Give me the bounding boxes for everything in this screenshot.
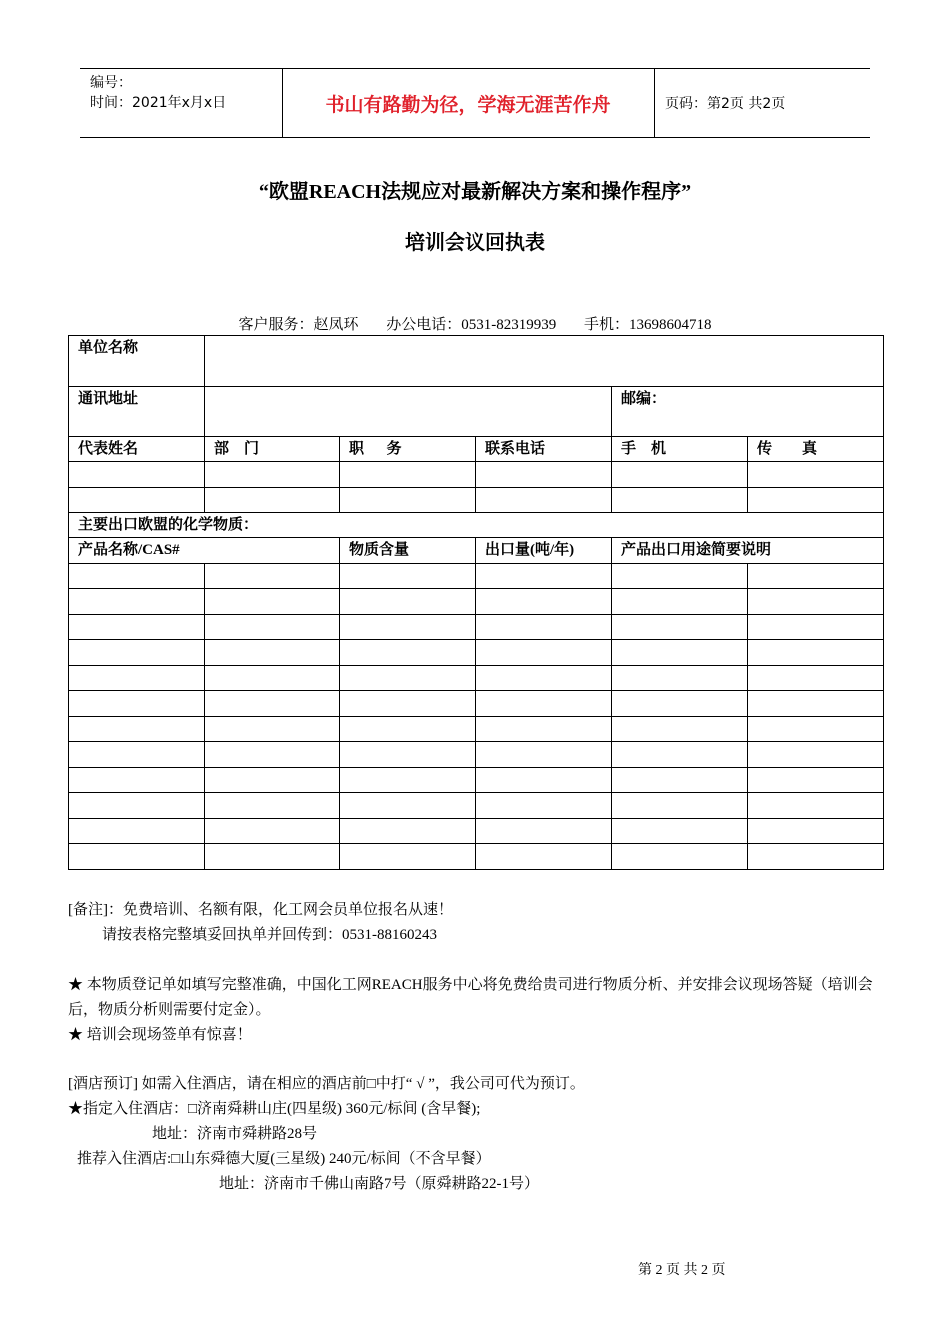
form-cell[interactable] bbox=[748, 819, 884, 844]
product-row bbox=[69, 666, 884, 691]
form-cell[interactable] bbox=[612, 793, 748, 819]
doc-title: “欧盟REACH法规应对最新解决方案和操作程序” bbox=[258, 181, 692, 203]
form-cell[interactable] bbox=[205, 462, 340, 488]
form-cell[interactable] bbox=[69, 844, 205, 870]
form-cell[interactable] bbox=[748, 564, 884, 589]
rep-col-fax: 传 真 bbox=[748, 437, 884, 462]
product-row bbox=[69, 742, 884, 768]
doc-number-label: 编号： bbox=[90, 75, 132, 91]
product-row bbox=[69, 691, 884, 717]
form-cell[interactable] bbox=[476, 793, 612, 819]
rep-col-phone: 联系电话 bbox=[476, 437, 612, 462]
form-cell[interactable] bbox=[340, 564, 476, 589]
form-cell[interactable] bbox=[612, 819, 748, 844]
form-cell[interactable] bbox=[340, 819, 476, 844]
form-cell[interactable] bbox=[340, 742, 476, 768]
product-row bbox=[69, 793, 884, 819]
product-row bbox=[69, 844, 884, 870]
form-cell[interactable] bbox=[748, 615, 884, 640]
rep-col-position: 职 务 bbox=[340, 437, 476, 462]
product-col-usage: 产品出口用途简要说明 bbox=[612, 538, 884, 564]
product-row bbox=[69, 717, 884, 742]
form-cell[interactable] bbox=[340, 666, 476, 691]
form-cell[interactable] bbox=[69, 615, 205, 640]
contact-mobile: 手机：13698604718 bbox=[584, 317, 712, 333]
form-cell[interactable] bbox=[476, 844, 612, 870]
product-col-name: 产品名称/CAS# bbox=[69, 538, 340, 564]
doc-time-label: 时间：2021年x月x日 bbox=[90, 95, 227, 111]
header-page-label: 页码：第2页 共2页 bbox=[665, 96, 786, 112]
registration-form bbox=[68, 335, 884, 870]
form-cell[interactable] bbox=[340, 462, 476, 488]
form-cell[interactable] bbox=[476, 768, 612, 793]
form-cell[interactable] bbox=[748, 742, 884, 768]
chemicals-row bbox=[69, 513, 884, 538]
form-cell[interactable] bbox=[340, 768, 476, 793]
product-row bbox=[69, 768, 884, 793]
form-cell[interactable] bbox=[205, 768, 340, 793]
form-cell[interactable] bbox=[748, 488, 884, 513]
form-cell[interactable] bbox=[748, 691, 884, 717]
form-cell[interactable] bbox=[612, 640, 748, 666]
form-cell[interactable] bbox=[612, 717, 748, 742]
form-cell[interactable] bbox=[340, 793, 476, 819]
form-cell[interactable] bbox=[340, 488, 476, 513]
form-cell[interactable] bbox=[748, 666, 884, 691]
form-cell[interactable] bbox=[612, 742, 748, 768]
product-rows bbox=[69, 564, 884, 870]
form-cell[interactable] bbox=[476, 666, 612, 691]
form-cell[interactable] bbox=[748, 717, 884, 742]
unit-name-label: 单位名称 bbox=[69, 336, 205, 387]
rep-col-dept: 部 门 bbox=[205, 437, 340, 462]
form-cell[interactable] bbox=[476, 589, 612, 615]
form-cell[interactable] bbox=[69, 768, 205, 793]
form-cell[interactable] bbox=[476, 742, 612, 768]
product-row bbox=[69, 564, 884, 589]
form-cell[interactable] bbox=[476, 462, 612, 488]
hotel-option-2[interactable]: 推荐入住酒店:□山东舜德大厦(三星级) 240元/标间（不含早餐） bbox=[77, 1151, 491, 1167]
postcode-label: 邮编： bbox=[621, 391, 667, 407]
hotel-section bbox=[68, 1072, 883, 1197]
star-notes bbox=[68, 973, 883, 1048]
form-cell[interactable] bbox=[476, 488, 612, 513]
form-cell[interactable] bbox=[205, 819, 340, 844]
address-row bbox=[69, 387, 884, 437]
form-cell[interactable] bbox=[69, 742, 205, 768]
form-cell[interactable] bbox=[69, 691, 205, 717]
form-cell[interactable] bbox=[748, 462, 884, 488]
product-header-row bbox=[69, 538, 884, 564]
star-note: ★ 本物质登记单如填写完整准确，中国化工网REACH服务中心将免费给贵司进行物质分析、并安排会议现场答疑（培训会后，物质分析则需要付定金）。 bbox=[68, 977, 873, 1018]
rep-header-row bbox=[69, 437, 884, 462]
header-motto: 书山有路勤为径，学海无涯苦作舟 bbox=[325, 93, 611, 116]
form-cell[interactable] bbox=[340, 844, 476, 870]
form-cell[interactable] bbox=[69, 819, 205, 844]
form-cell[interactable] bbox=[205, 488, 340, 513]
rep-col-mobile: 手 机 bbox=[612, 437, 748, 462]
contact-service: 客户服务：赵凤环 bbox=[238, 317, 359, 333]
hotel-intro: [酒店预订] 如需入住酒店，请在相应的酒店前□中打“ √ ”，我公司可代为预订。 bbox=[68, 1076, 585, 1092]
product-row bbox=[69, 640, 884, 666]
address-field[interactable] bbox=[205, 387, 612, 437]
form-cell[interactable] bbox=[69, 589, 205, 615]
remark-line: 请按表格完整填妥回执单并回传到：0531-88160243 bbox=[102, 927, 437, 943]
form-cell[interactable] bbox=[69, 462, 205, 488]
form-cell[interactable] bbox=[748, 793, 884, 819]
form-cell[interactable] bbox=[476, 640, 612, 666]
form-cell[interactable] bbox=[205, 615, 340, 640]
form-cell[interactable] bbox=[476, 819, 612, 844]
form-cell[interactable] bbox=[612, 844, 748, 870]
form-cell[interactable] bbox=[748, 640, 884, 666]
contact-office-phone: 办公电话：0531-82319939 bbox=[386, 317, 557, 333]
form-cell[interactable] bbox=[476, 564, 612, 589]
form-cell[interactable] bbox=[748, 844, 884, 870]
form-cell[interactable] bbox=[612, 691, 748, 717]
form-cell[interactable] bbox=[612, 488, 748, 513]
form-cell[interactable] bbox=[340, 615, 476, 640]
form-cell[interactable] bbox=[69, 488, 205, 513]
form-cell[interactable] bbox=[205, 844, 340, 870]
hotel-address-1: 地址：济南市舜耕路28号 bbox=[152, 1126, 318, 1142]
form-cell[interactable] bbox=[69, 564, 205, 589]
doc-subtitle: 培训会议回执表 bbox=[405, 232, 545, 254]
form-cell[interactable] bbox=[612, 768, 748, 793]
page-header bbox=[80, 68, 870, 138]
form-cell[interactable] bbox=[205, 666, 340, 691]
form-cell[interactable] bbox=[748, 768, 884, 793]
rep-row bbox=[69, 488, 884, 513]
form-cell[interactable] bbox=[612, 589, 748, 615]
hotel-option-1[interactable]: ★指定入住酒店：□济南舜耕山庄(四星级) 360元/标间 (含早餐); bbox=[68, 1101, 481, 1117]
rep-row bbox=[69, 462, 884, 488]
form-cell[interactable] bbox=[612, 462, 748, 488]
remark-line: [备注]：免费培训、名额有限，化工网会员单位报名从速！ bbox=[68, 902, 453, 918]
form-cell[interactable] bbox=[205, 564, 340, 589]
address-label: 通讯地址 bbox=[69, 387, 205, 437]
form-cell[interactable] bbox=[748, 589, 884, 615]
form-cell[interactable] bbox=[205, 691, 340, 717]
contact-line bbox=[0, 313, 950, 334]
star-note: ★ 培训会现场签单有惊喜！ bbox=[68, 1027, 252, 1043]
form-cell[interactable] bbox=[340, 589, 476, 615]
form-cell[interactable] bbox=[69, 793, 205, 819]
form-cell[interactable] bbox=[69, 666, 205, 691]
form-cell[interactable] bbox=[612, 615, 748, 640]
form-cell[interactable] bbox=[340, 640, 476, 666]
form-cell[interactable] bbox=[476, 615, 612, 640]
form-cell[interactable] bbox=[340, 691, 476, 717]
form-cell[interactable] bbox=[205, 717, 340, 742]
hotel-address-2: 地址：济南市千佛山南路7号（原舜耕路22-1号） bbox=[219, 1176, 539, 1192]
product-row bbox=[69, 819, 884, 844]
remarks-section bbox=[68, 898, 883, 948]
form-cell[interactable] bbox=[205, 742, 340, 768]
page-footer: 第 2 页 共 2 页 bbox=[638, 1263, 726, 1278]
form-cell[interactable] bbox=[476, 691, 612, 717]
form-cell[interactable] bbox=[205, 589, 340, 615]
unit-name-field[interactable] bbox=[205, 336, 884, 387]
product-row bbox=[69, 615, 884, 640]
form-cell[interactable] bbox=[69, 640, 205, 666]
header-meta bbox=[90, 73, 226, 113]
form-cell[interactable] bbox=[612, 666, 748, 691]
form-cell[interactable] bbox=[476, 717, 612, 742]
form-cell[interactable] bbox=[69, 717, 205, 742]
rep-col-name: 代表姓名 bbox=[69, 437, 205, 462]
form-cell[interactable] bbox=[205, 793, 340, 819]
form-cell[interactable] bbox=[612, 564, 748, 589]
form-cell[interactable] bbox=[205, 640, 340, 666]
unit-name-row bbox=[69, 336, 884, 387]
header-divider bbox=[654, 69, 655, 137]
postcode-field[interactable] bbox=[612, 387, 884, 437]
product-row bbox=[69, 589, 884, 615]
form-cell[interactable] bbox=[340, 717, 476, 742]
chemicals-label: 主要出口欧盟的化学物质： bbox=[69, 513, 884, 538]
product-col-volume: 出口量(吨/年) bbox=[476, 538, 612, 564]
product-col-content: 物质含量 bbox=[340, 538, 476, 564]
